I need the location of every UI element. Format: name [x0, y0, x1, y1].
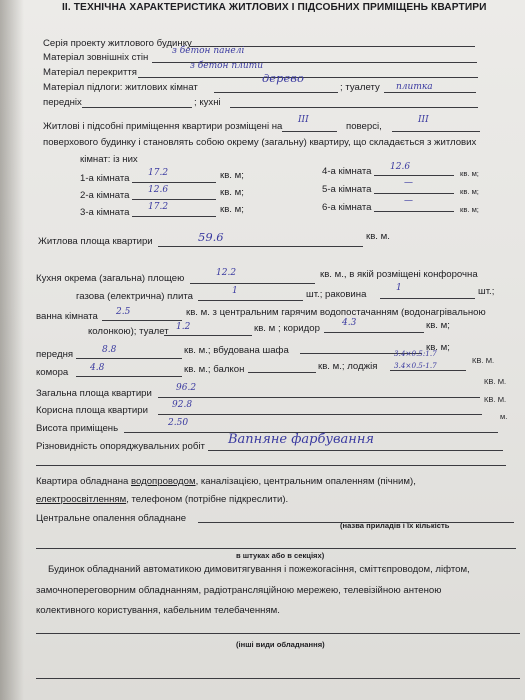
note-other-equipment: (інші види обладнання) — [236, 640, 325, 649]
label-repair: Різновидність опоряджувальних робіт — [36, 441, 205, 452]
label-rooms-intro: кімнат: із них — [80, 154, 138, 165]
label-hallway: передніх — [43, 97, 82, 108]
page-edge-shadow — [0, 0, 24, 700]
label-central-heating: Центральне опалення обладнане — [36, 513, 187, 524]
line-room1 — [132, 182, 216, 183]
label-room6: 6-а кімната — [322, 202, 372, 213]
label-pcs-end: шт.; — [478, 286, 495, 297]
label-room-height: Висота приміщень — [36, 423, 119, 434]
label-balcony: кв. м.; балкон — [184, 364, 245, 375]
line-stove — [198, 300, 303, 301]
line-room6 — [374, 211, 454, 212]
equip-line-1 — [36, 476, 416, 488]
unit-room5: кв. м; — [460, 187, 479, 196]
label-front: передня — [36, 349, 74, 360]
value-room2: 12.6 — [148, 185, 169, 195]
note-devices: (назва приладів і їх кількість — [340, 521, 450, 530]
label-corridor: ; коридор — [278, 323, 320, 334]
line-floor-no — [282, 131, 337, 132]
label-location-2: поверхового будинку і становлять собою окрему (загальну) квартиру, що складається з житлових — [43, 137, 477, 148]
unit-useful-area: КВ. М. — [484, 395, 507, 404]
label-room2: 2-а кімната — [80, 190, 130, 201]
value-useful-area: 92.8 — [172, 400, 193, 410]
line-room5 — [374, 193, 454, 194]
line-kitchen-area — [190, 283, 315, 284]
label-floor-rooms: Матеріал підлоги: житлових кімнат — [43, 82, 198, 93]
equip-line-2-b: , телефоном (потрібне підкреслити). — [126, 494, 289, 505]
value-corridor: 4.3 — [342, 318, 357, 328]
equip-electricity: електроосвітленням — [36, 494, 127, 505]
value-ceiling: з бетон плити — [190, 61, 263, 71]
value-room-height: 2.50 — [168, 418, 189, 428]
value-loggia-1: 3.4×0.5:1.7 — [394, 349, 437, 358]
equip-line-1-a: Квартира обладнана — [36, 476, 129, 487]
unit-toilet-area: кв. м — [254, 323, 276, 334]
line-bottom — [36, 678, 520, 679]
note-sections: в штуках або в секціях) — [236, 551, 325, 560]
label-location-1: Житлові і підсобні приміщення квартири розміщені на — [43, 121, 283, 132]
unit-room4: кв. м; — [460, 169, 479, 178]
value-floor-no: ІІІ — [298, 115, 309, 125]
label-toilet: ; туалету — [340, 82, 380, 93]
label-bath-2: кв. м. з центральним гарячим водопостачанням (водонагрівальною — [186, 307, 486, 318]
line-toilet-area — [164, 335, 252, 336]
label-bath: ванна кімната — [36, 311, 98, 322]
unit-room2: кв. м; — [220, 187, 244, 198]
label-loggia: кв. м.; лоджія — [318, 361, 378, 372]
label-storage: комора — [36, 367, 69, 378]
unit-wardrobe: кв. м; — [426, 342, 450, 353]
value-loggia-2: 3.4×0.5-1.7 — [394, 361, 437, 370]
label-useful-area: Корисна площа квартири — [36, 405, 148, 416]
line-other-equipment — [36, 633, 520, 634]
unit-corridor: кв. м; — [426, 320, 450, 331]
value-sink-count: 1 — [396, 283, 402, 293]
label-kitchen-area-1: Кухня окрема (загальна) площею — [36, 273, 185, 284]
unit-living-area: кв. м. — [366, 231, 390, 242]
line-living-area — [158, 246, 363, 247]
unit-room-height: м. — [500, 412, 508, 421]
unit-total-area: КВ. М. — [484, 377, 507, 386]
line-front — [76, 358, 182, 359]
line-useful-area — [158, 414, 482, 415]
equip-water: водопроводом — [131, 476, 196, 487]
label-pcs: шт.; раковина — [306, 289, 367, 300]
line-total-area — [158, 397, 480, 398]
line-floors-total — [392, 131, 480, 132]
unit-room3: кв. м; — [220, 204, 244, 215]
building-line-3: колективного користування, кабельним телебаченням. — [36, 605, 280, 616]
value-floors-total: ІІІ — [418, 115, 429, 125]
label-project-series: Серія проекту житлового будинку — [43, 38, 192, 49]
value-toilet-area: 1.2 — [176, 322, 191, 332]
value-kitchen-area: 12.2 — [216, 268, 237, 278]
value-front: 8.8 — [102, 345, 117, 355]
label-kitchen: ; кухні — [194, 97, 221, 108]
line-room4 — [374, 175, 454, 176]
value-total-area: 96.2 — [176, 383, 197, 393]
line-repair-2 — [36, 465, 506, 466]
label-room4: 4-а кімната — [322, 166, 372, 177]
label-room1: 1-а кімната — [80, 173, 130, 184]
value-stove-count: 1 — [232, 286, 238, 296]
label-stove: газова (електрична) плита — [76, 291, 193, 302]
line-room2 — [132, 199, 216, 200]
section-title: II. ТЕХНІЧНА ХАРАКТЕРИСТИКА ЖИТЛОВИХ І ПІДСОБНИХ ПРИМІЩЕНЬ КВАРТИРИ — [62, 2, 487, 13]
equip-line-1-b: , каналізацією, центральним опаленням (пічним), — [195, 476, 416, 487]
unit-loggia: КВ. М. — [472, 356, 495, 365]
line-bath — [102, 320, 182, 321]
line-repair — [208, 450, 503, 451]
label-room3: 3-а кімната — [80, 207, 130, 218]
label-room5: 5-а кімната — [322, 184, 372, 195]
equip-line-2 — [36, 494, 288, 506]
value-living-area: 59.6 — [198, 230, 224, 244]
unit-room1: кв. м; — [220, 170, 244, 181]
line-storage — [76, 376, 182, 377]
unit-room6: кв. м; — [460, 205, 479, 214]
value-bathroom: 2.5 — [116, 307, 131, 317]
line-sink — [380, 298, 475, 299]
label-column-toilet: колонкою); туалет — [88, 326, 169, 337]
value-room3: 17.2 — [148, 202, 169, 212]
value-room4: 12.6 — [390, 162, 411, 172]
value-room5: — — [404, 178, 413, 188]
label-floor-word: поверсі, — [346, 121, 382, 132]
value-room6: — — [404, 196, 413, 206]
line-balcony — [248, 372, 316, 373]
line-hallway — [82, 107, 192, 108]
line-devices — [36, 548, 516, 549]
line-room3 — [132, 216, 216, 217]
building-line-1: Будинок обладнаний автоматикою димовитягування і пожежогасіння, сміттєпроводом, ліфтом, — [48, 564, 470, 575]
label-wardrobe: кв. м.; вбудована шафа — [184, 345, 289, 356]
label-ceiling: Матеріал перекриття — [43, 67, 137, 78]
value-storage: 4.8 — [90, 363, 105, 373]
line-floor-rooms — [214, 92, 338, 93]
value-room1: 17.2 — [148, 168, 169, 178]
value-floor-rooms: дерево — [262, 71, 304, 85]
line-ceiling — [138, 77, 478, 78]
label-kitchen-area-2: кв. м., в якій розміщені конфорочна — [320, 269, 478, 280]
building-line-2: замочнопереговорним обладнанням, радіотрансляційною мережею, телевізійною антеною — [36, 585, 442, 596]
line-kitchen — [230, 107, 478, 108]
line-corridor — [324, 332, 424, 333]
value-outer-walls: з бетон панелі — [172, 46, 245, 56]
value-repair: Вапняне фарбування — [228, 432, 375, 447]
label-outer-walls: Матеріал зовнішніх стін — [43, 52, 149, 63]
label-living-area: Житлова площа квартири — [38, 236, 153, 247]
label-total-area: Загальна площа квартири — [36, 388, 152, 399]
value-toilet: плитка — [396, 82, 433, 92]
